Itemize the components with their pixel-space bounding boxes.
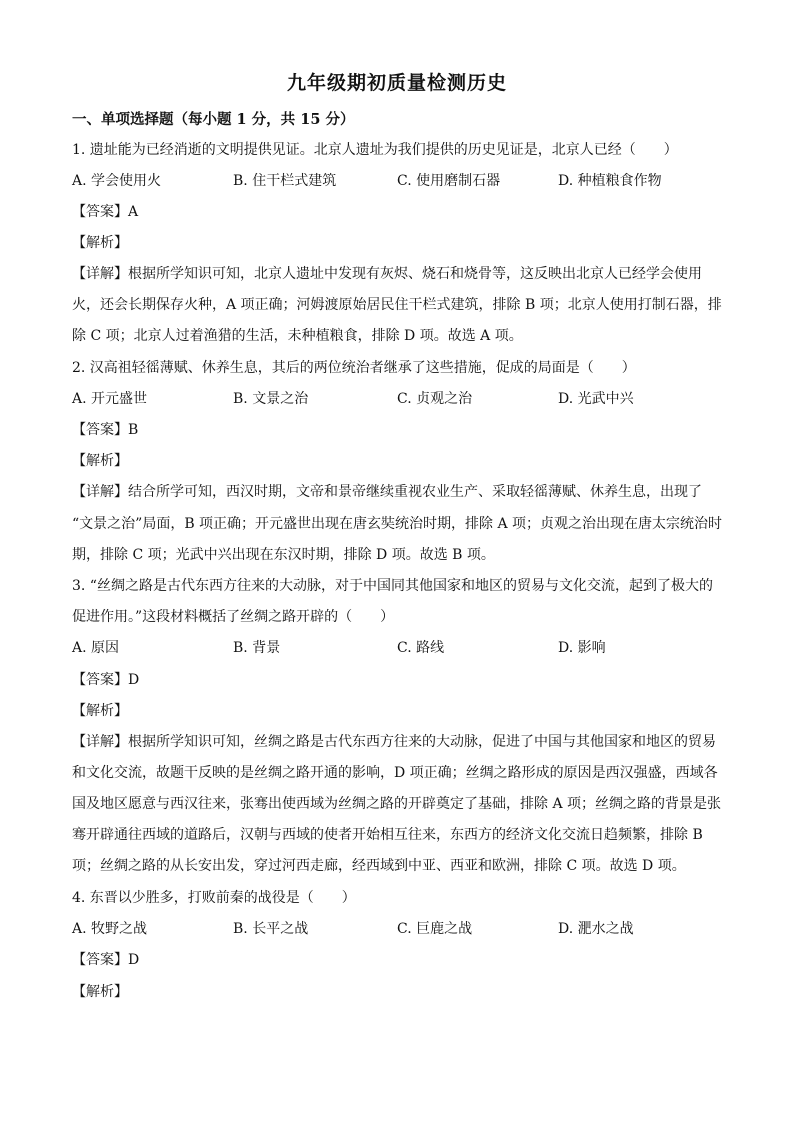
q1-option-b: B. 住干栏式建筑 bbox=[233, 173, 337, 189]
q2-option-d: D. 光武中兴 bbox=[558, 391, 634, 407]
q2-detail-line: 期，排除 C 项；光武中兴出现在东汉时期，排除 D 项。故选 B 项。 bbox=[72, 547, 495, 563]
q3-answer: 【答案】D bbox=[72, 672, 140, 688]
q2-detail-line: “文景之治”局面，B 项正确；开元盛世出现在唐玄奘统治时期，排除 A 项；贞观之治出现在唐太宗统治时 bbox=[72, 516, 723, 532]
q1-analysis-label: 【解析】 bbox=[72, 235, 128, 251]
question-1-stem: 1. 遗址能为已经消逝的文明提供见证。北京人遗址为我们提供的历史见证是，北京人已经（ ） bbox=[72, 142, 678, 158]
question-3-stem: 3. “丝绸之路是古代东西方往来的大动脉，对于中国同其他国家和地区的贸易与文化交流，起到了极大的 bbox=[72, 578, 713, 594]
q2-analysis-label: 【解析】 bbox=[72, 453, 128, 469]
q3-detail-line: 项；丝绸之路的从长安出发，穿过河西走廊，经西域到中亚、西亚和欧洲，排除 C 项。故选 D 项。 bbox=[72, 858, 686, 874]
q1-answer: 【答案】A bbox=[72, 204, 139, 220]
q3-option-b: B. 背景 bbox=[233, 640, 281, 656]
q3-option-c: C. 路线 bbox=[397, 640, 445, 656]
question-2-stem: 2. 汉高祖轻徭薄赋、休养生息，其后的两位统治者继承了这些措施，促成的局面是（ ） bbox=[72, 360, 636, 376]
question-4-stem: 4. 东晋以少胜多，打败前秦的战役是（ ） bbox=[72, 890, 356, 906]
q4-option-a: A. 牧野之战 bbox=[72, 921, 148, 937]
section-heading: 一、单项选择题（每小题 1 分，共 15 分） bbox=[72, 111, 355, 128]
q1-option-a: A. 学会使用火 bbox=[72, 173, 162, 189]
q4-option-d: D. 淝水之战 bbox=[558, 921, 634, 937]
page-title: 九年级期初质量检测历史 bbox=[286, 72, 507, 94]
q4-option-b: B. 长平之战 bbox=[233, 921, 309, 937]
q1-option-c: C. 使用磨制石器 bbox=[397, 173, 501, 189]
q3-option-a: A. 原因 bbox=[72, 640, 120, 656]
q1-detail-line: 除 C 项；北京人过着渔猎的生活，未种植粮食，排除 D 项。故选 A 项。 bbox=[72, 328, 523, 344]
q2-option-b: B. 文景之治 bbox=[233, 391, 309, 407]
q2-detail-line: 【详解】结合所学可知，西汉时期，文帝和景帝继续重视农业生产、采取轻徭薄赋、休养生息，出现了 bbox=[72, 484, 702, 500]
question-3-stem: 促进作用。”这段材料概括了丝绸之路开辟的（ ） bbox=[72, 609, 395, 625]
q3-option-d: D. 影响 bbox=[558, 640, 606, 656]
q3-detail-line: 骞开辟通往西域的道路后，汉朝与西域的使者开始相互往来，东西方的经济文化交流日趋频繁，排除 B bbox=[72, 827, 703, 843]
q3-detail-line: 【详解】根据所学知识可知，丝绸之路是古代东西方往来的大动脉，促进了中国与其他国家和地区的贸易 bbox=[72, 734, 716, 750]
q2-answer: 【答案】B bbox=[72, 422, 139, 438]
q3-detail-line: 国及地区愿意与西汉往来，张骞出使西域为丝绸之路的开辟奠定了基础，排除 A 项；丝绸之路的背景是张 bbox=[72, 796, 722, 812]
q2-option-c: C. 贞观之治 bbox=[397, 391, 473, 407]
q1-detail-line: 火，还会长期保存火种，A 项正确；河姆渡原始居民住干栏式建筑，排除 B 项；北京人使用打制石器，排 bbox=[72, 297, 722, 313]
q3-analysis-label: 【解析】 bbox=[72, 703, 128, 719]
q4-answer: 【答案】D bbox=[72, 952, 140, 968]
q4-option-c: C. 巨鹿之战 bbox=[397, 921, 473, 937]
q3-detail-line: 和文化交流，故题干反映的是丝绸之路开通的影响，D 项正确；丝绸之路形成的原因是西汉强盛，西域各 bbox=[72, 765, 718, 781]
q1-detail-line: 【详解】根据所学知识可知，北京人遗址中发现有灰烬、烧石和烧骨等，这反映出北京人已经学会使用 bbox=[72, 266, 702, 282]
q1-option-d: D. 种植粮食作物 bbox=[558, 173, 662, 189]
q4-analysis-label: 【解析】 bbox=[72, 984, 128, 1000]
q2-option-a: A. 开元盛世 bbox=[72, 391, 148, 407]
